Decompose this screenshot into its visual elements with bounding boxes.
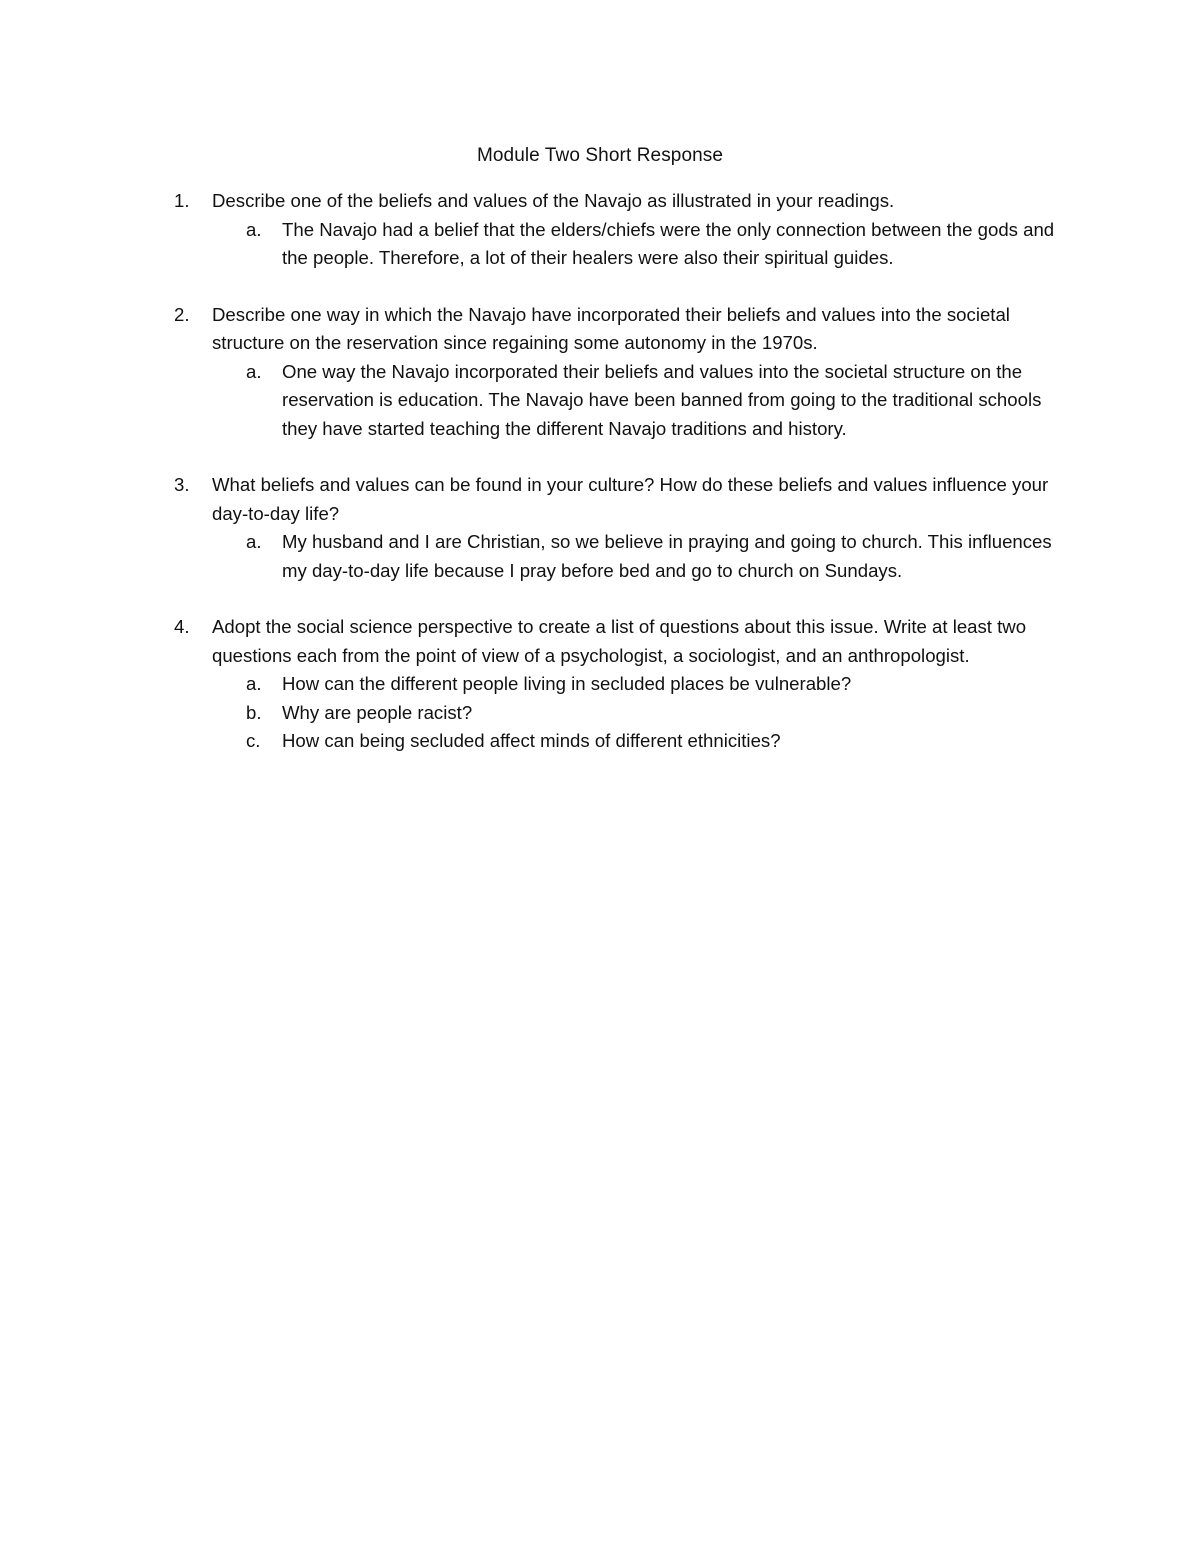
question-text: Describe one of the beliefs and values of the Navajo as illustrated in your readings.: [212, 190, 895, 211]
question-text: What beliefs and values can be found in your culture? How do these beliefs and values influence your day-to-day life?: [212, 474, 1049, 524]
answer-letter: c.: [246, 730, 261, 751]
question-number: 1.: [174, 190, 190, 211]
answer-letter: a.: [246, 360, 262, 382]
question-number: 2.: [174, 303, 190, 325]
document-title: Module Two Short Response: [476, 145, 724, 166]
answer-list: [212, 528, 1074, 585]
question-number: 3.: [174, 474, 190, 495]
answer-letter: a.: [246, 531, 262, 552]
answer-text: The Navajo had a belief that the elders/chiefs were the only connection between the gods and the people. Therefore, a lot of their healers were also their spiritual guides.: [282, 218, 1055, 268]
answer-letter: b.: [246, 701, 262, 723]
answer-item: [212, 670, 1074, 699]
answer-text: Why are people racist?: [282, 701, 473, 723]
question-item: [174, 613, 1074, 756]
question-list: [174, 187, 1074, 784]
answer-text: My husband and I are Christian, so we believe in praying and going to church. This influences my day-to-day life because I pray before bed and go to church on Sundays.: [282, 531, 1052, 581]
answer-item: [212, 358, 1074, 444]
answer-list: [212, 670, 1074, 756]
answer-list: [212, 216, 1074, 273]
question-text: Describe one way in which the Navajo have incorporated their beliefs and values into the societal structure on the reservation since regaining some autonomy in the 1970s.: [212, 303, 1010, 353]
question-item: [174, 301, 1074, 444]
answer-letter: a.: [246, 218, 262, 240]
answer-letter: a.: [246, 673, 262, 694]
answer-list: [212, 358, 1074, 444]
question-number: 4.: [174, 616, 190, 637]
answer-text: How can the different people living in secluded places be vulnerable?: [282, 673, 852, 694]
answer-text: One way the Navajo incorporated their beliefs and values into the societal structure on the reservation is education. The Navajo have been banned from going to the traditional schools they have started teaching the different Navajo traditions and history.: [282, 360, 1042, 439]
question-item: [174, 471, 1074, 585]
question-text: Adopt the social science perspective to create a list of questions about this issue. Write at least two questions each from the point of view of a psychologist, a sociologist, and an anthropologist.: [212, 616, 1027, 666]
answer-text: How can being secluded affect minds of different ethnicities?: [282, 730, 781, 751]
question-item: [174, 187, 1074, 273]
answer-item: [212, 216, 1074, 273]
answer-item: [212, 727, 1074, 756]
answer-item: [212, 528, 1074, 585]
answer-item: [212, 699, 1074, 728]
